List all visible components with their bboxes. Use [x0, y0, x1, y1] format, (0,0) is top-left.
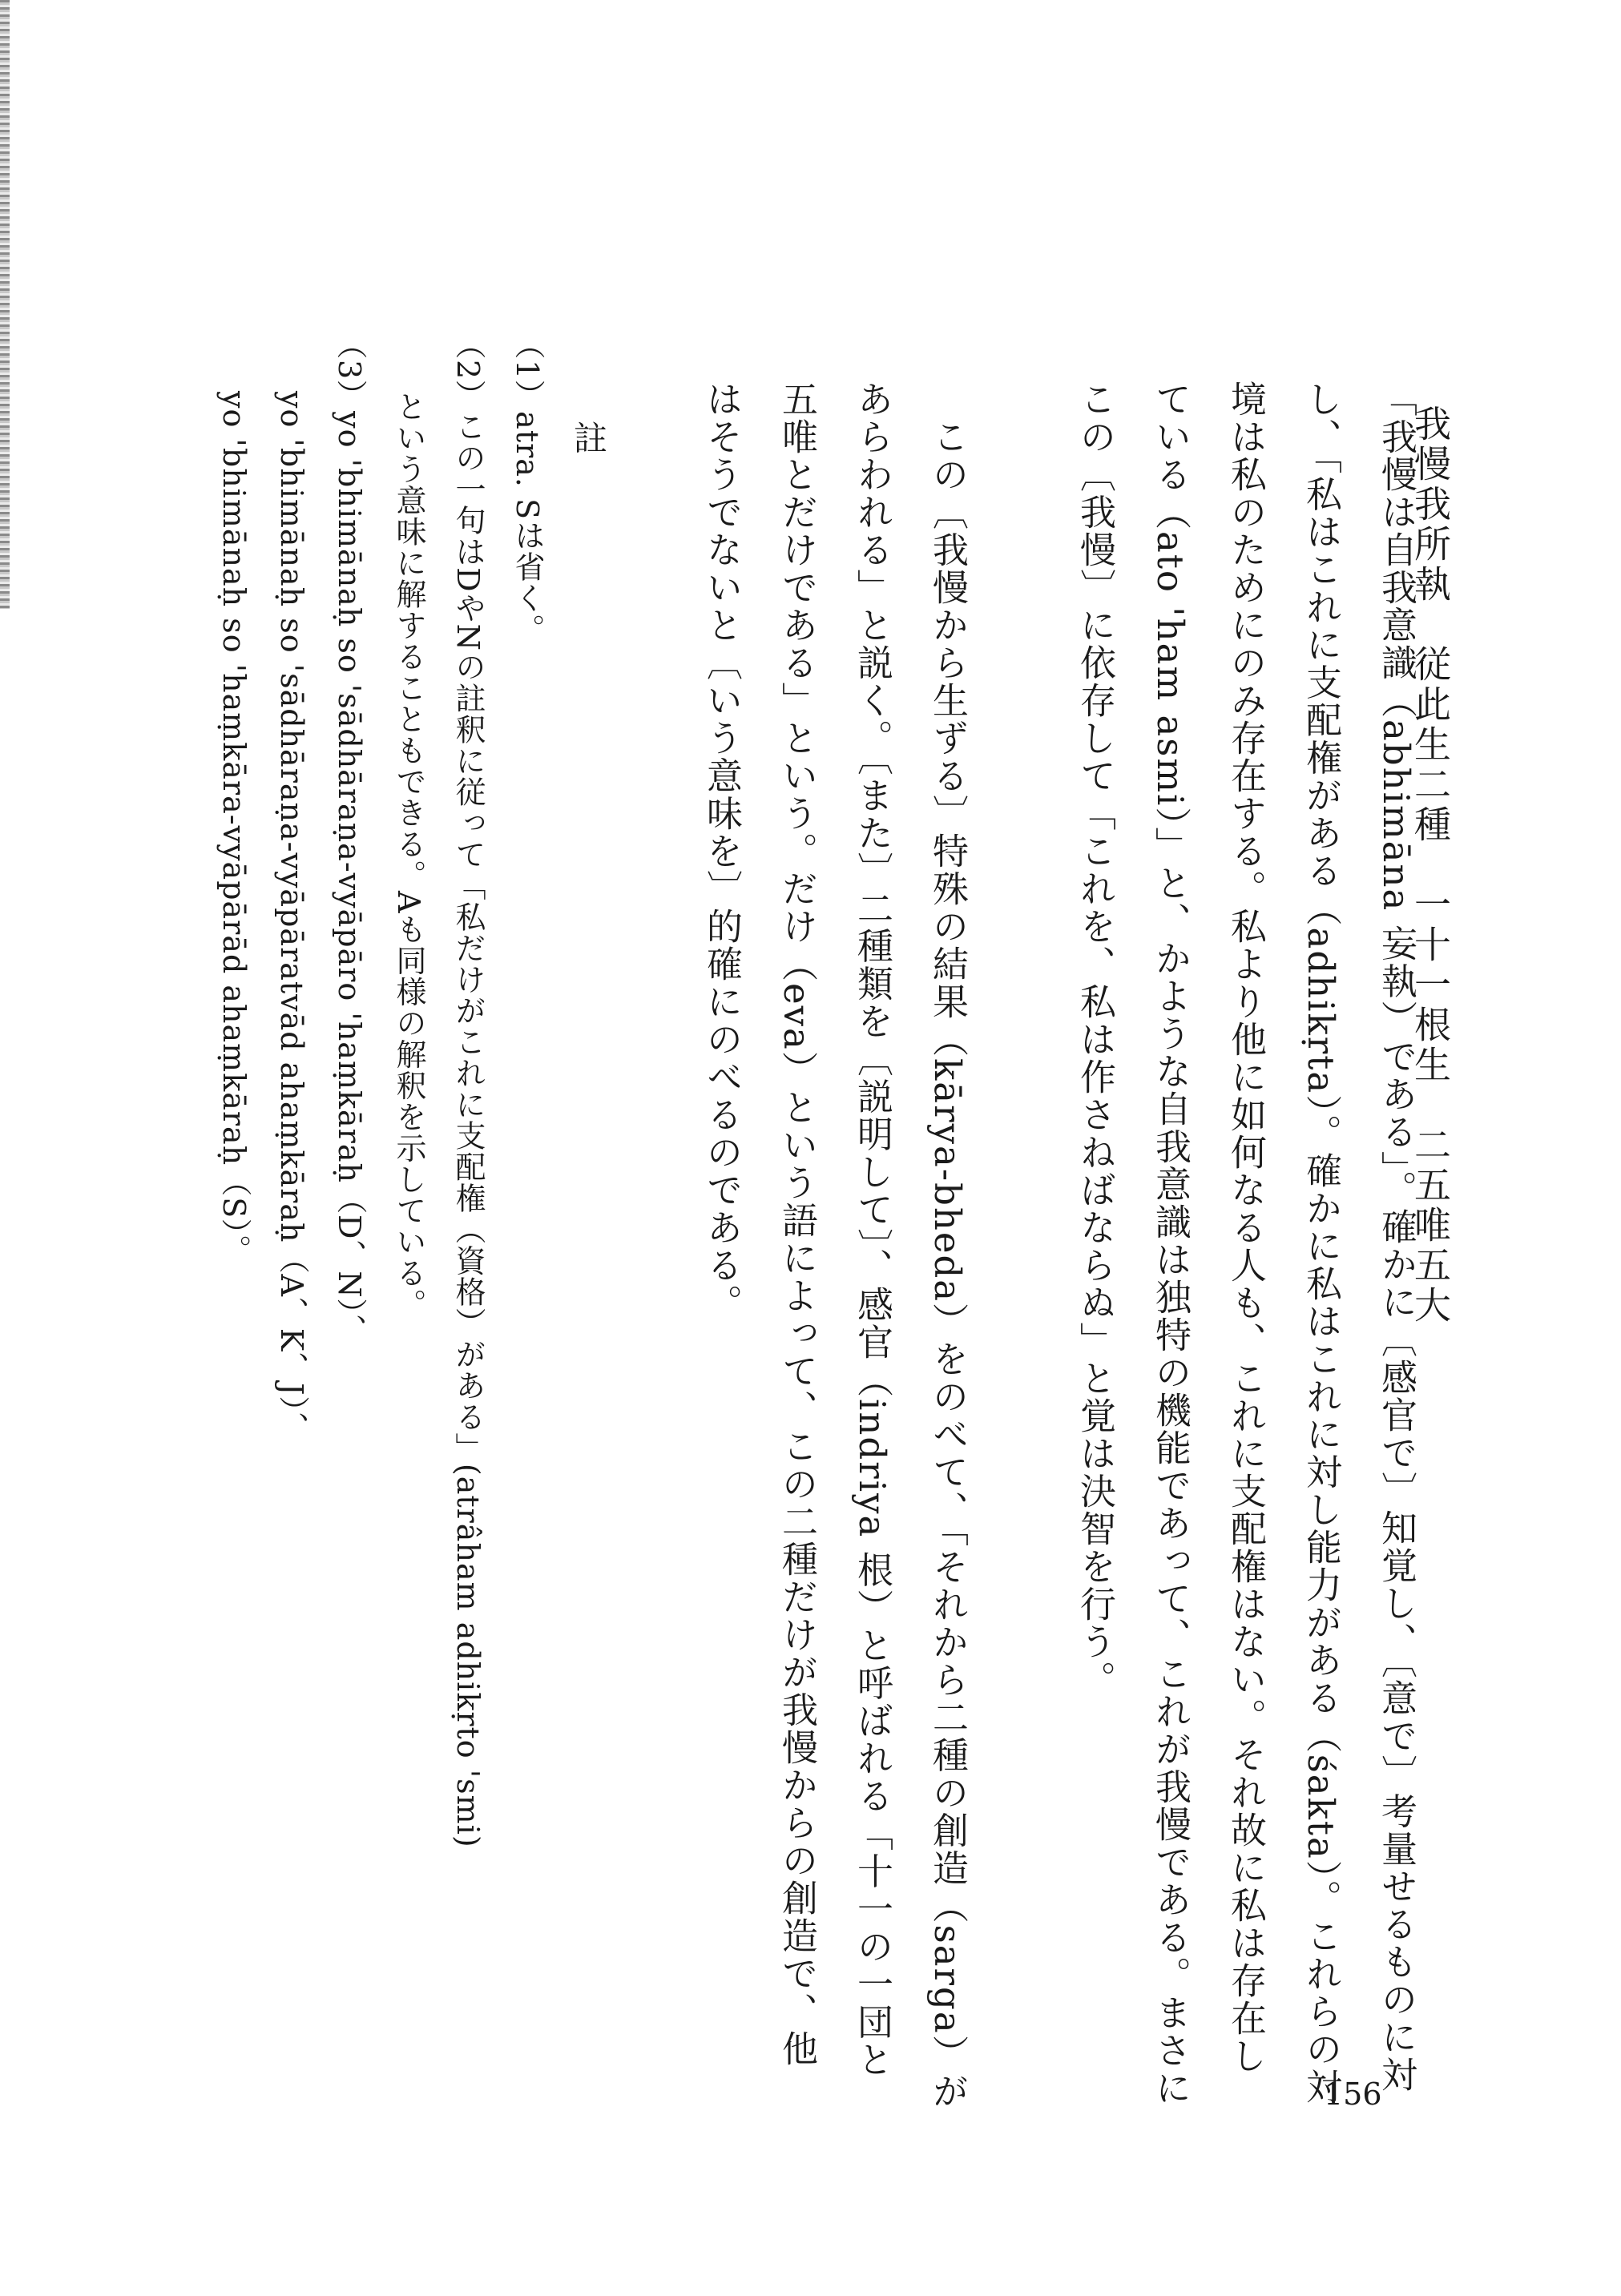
body-line: 五唯とだけである」という。だけ（eva）という語によって、この二種だけが我慢からの創造で、他 [776, 381, 818, 2068]
body-line: あらわれる」と説く。〔また〕二種類を〔説明して〕、感官（indriya 根）と呼ばれる「十一の一団と [851, 381, 893, 2079]
verse-heading: 我慢我所執 従此生二種 一十一根生 二五唯五大 [1409, 405, 1452, 1326]
body-line: はそうでないと〔いう意味を〕的確にのべるのである。 [700, 381, 743, 1322]
scan-edge-artifact [0, 0, 10, 609]
body-line: この〔我慢から生ずる〕特殊の結果（kārya-bheda）をのべて、「それから二種の創造（sarga）が [926, 381, 969, 2110]
notes-heading: 註 [569, 421, 608, 454]
body-line: この〔我慢〕に依存して「これを、私は作さねばならぬ」と覚は決智を行う。 [1074, 381, 1116, 1698]
body-line: し、「私はこれに支配権がある（adhikṛta）。確かに私はこれに対し能力がある（śakta）。これらの対 [1300, 381, 1342, 2106]
page-number: 156 [1324, 2076, 1382, 2112]
body-line: ている（ato 'ham asmi）」と、かような自我意識は独特の機能であって、これが我慢である。まさに [1149, 381, 1192, 2107]
body-line: 境は私のためにのみ存在する。私より他に如何なる人も、これに支配権はない。それ故に私は存在し [1224, 381, 1267, 2075]
note-line: （2）この一句はDやNの註釈に従って「私だけがこれに支配権（資格）がある」(atrâham adhikṛto 'smi) [450, 328, 486, 1848]
body-line: 「我慢は自我意識（abhimāna 妄執）である」。確かに〔感官で〕知覚し、〔意で〕考量せるものに対 [1375, 381, 1417, 2094]
note-line: yo 'bhimānaḥ so 'haṃkāra-vyāpārād ahaṃkāraḥ（S）。 [216, 328, 252, 1267]
note-line: （3）yo 'bhimānaḥ so 'sādhāraṇa-vyāpāro 'haṃkāraḥ（D、N）、 [332, 328, 367, 1346]
note-line: （1）atra. Sは省く。 [510, 328, 545, 646]
note-line: yo 'bhimānaḥ so 'sādhāraṇa-vyāpāratvād ahaṃkāraḥ（A、K、J）、 [274, 328, 309, 1444]
note-line: という意味に解することもできる。Aも同様の解釈を示している。 [391, 328, 426, 1320]
